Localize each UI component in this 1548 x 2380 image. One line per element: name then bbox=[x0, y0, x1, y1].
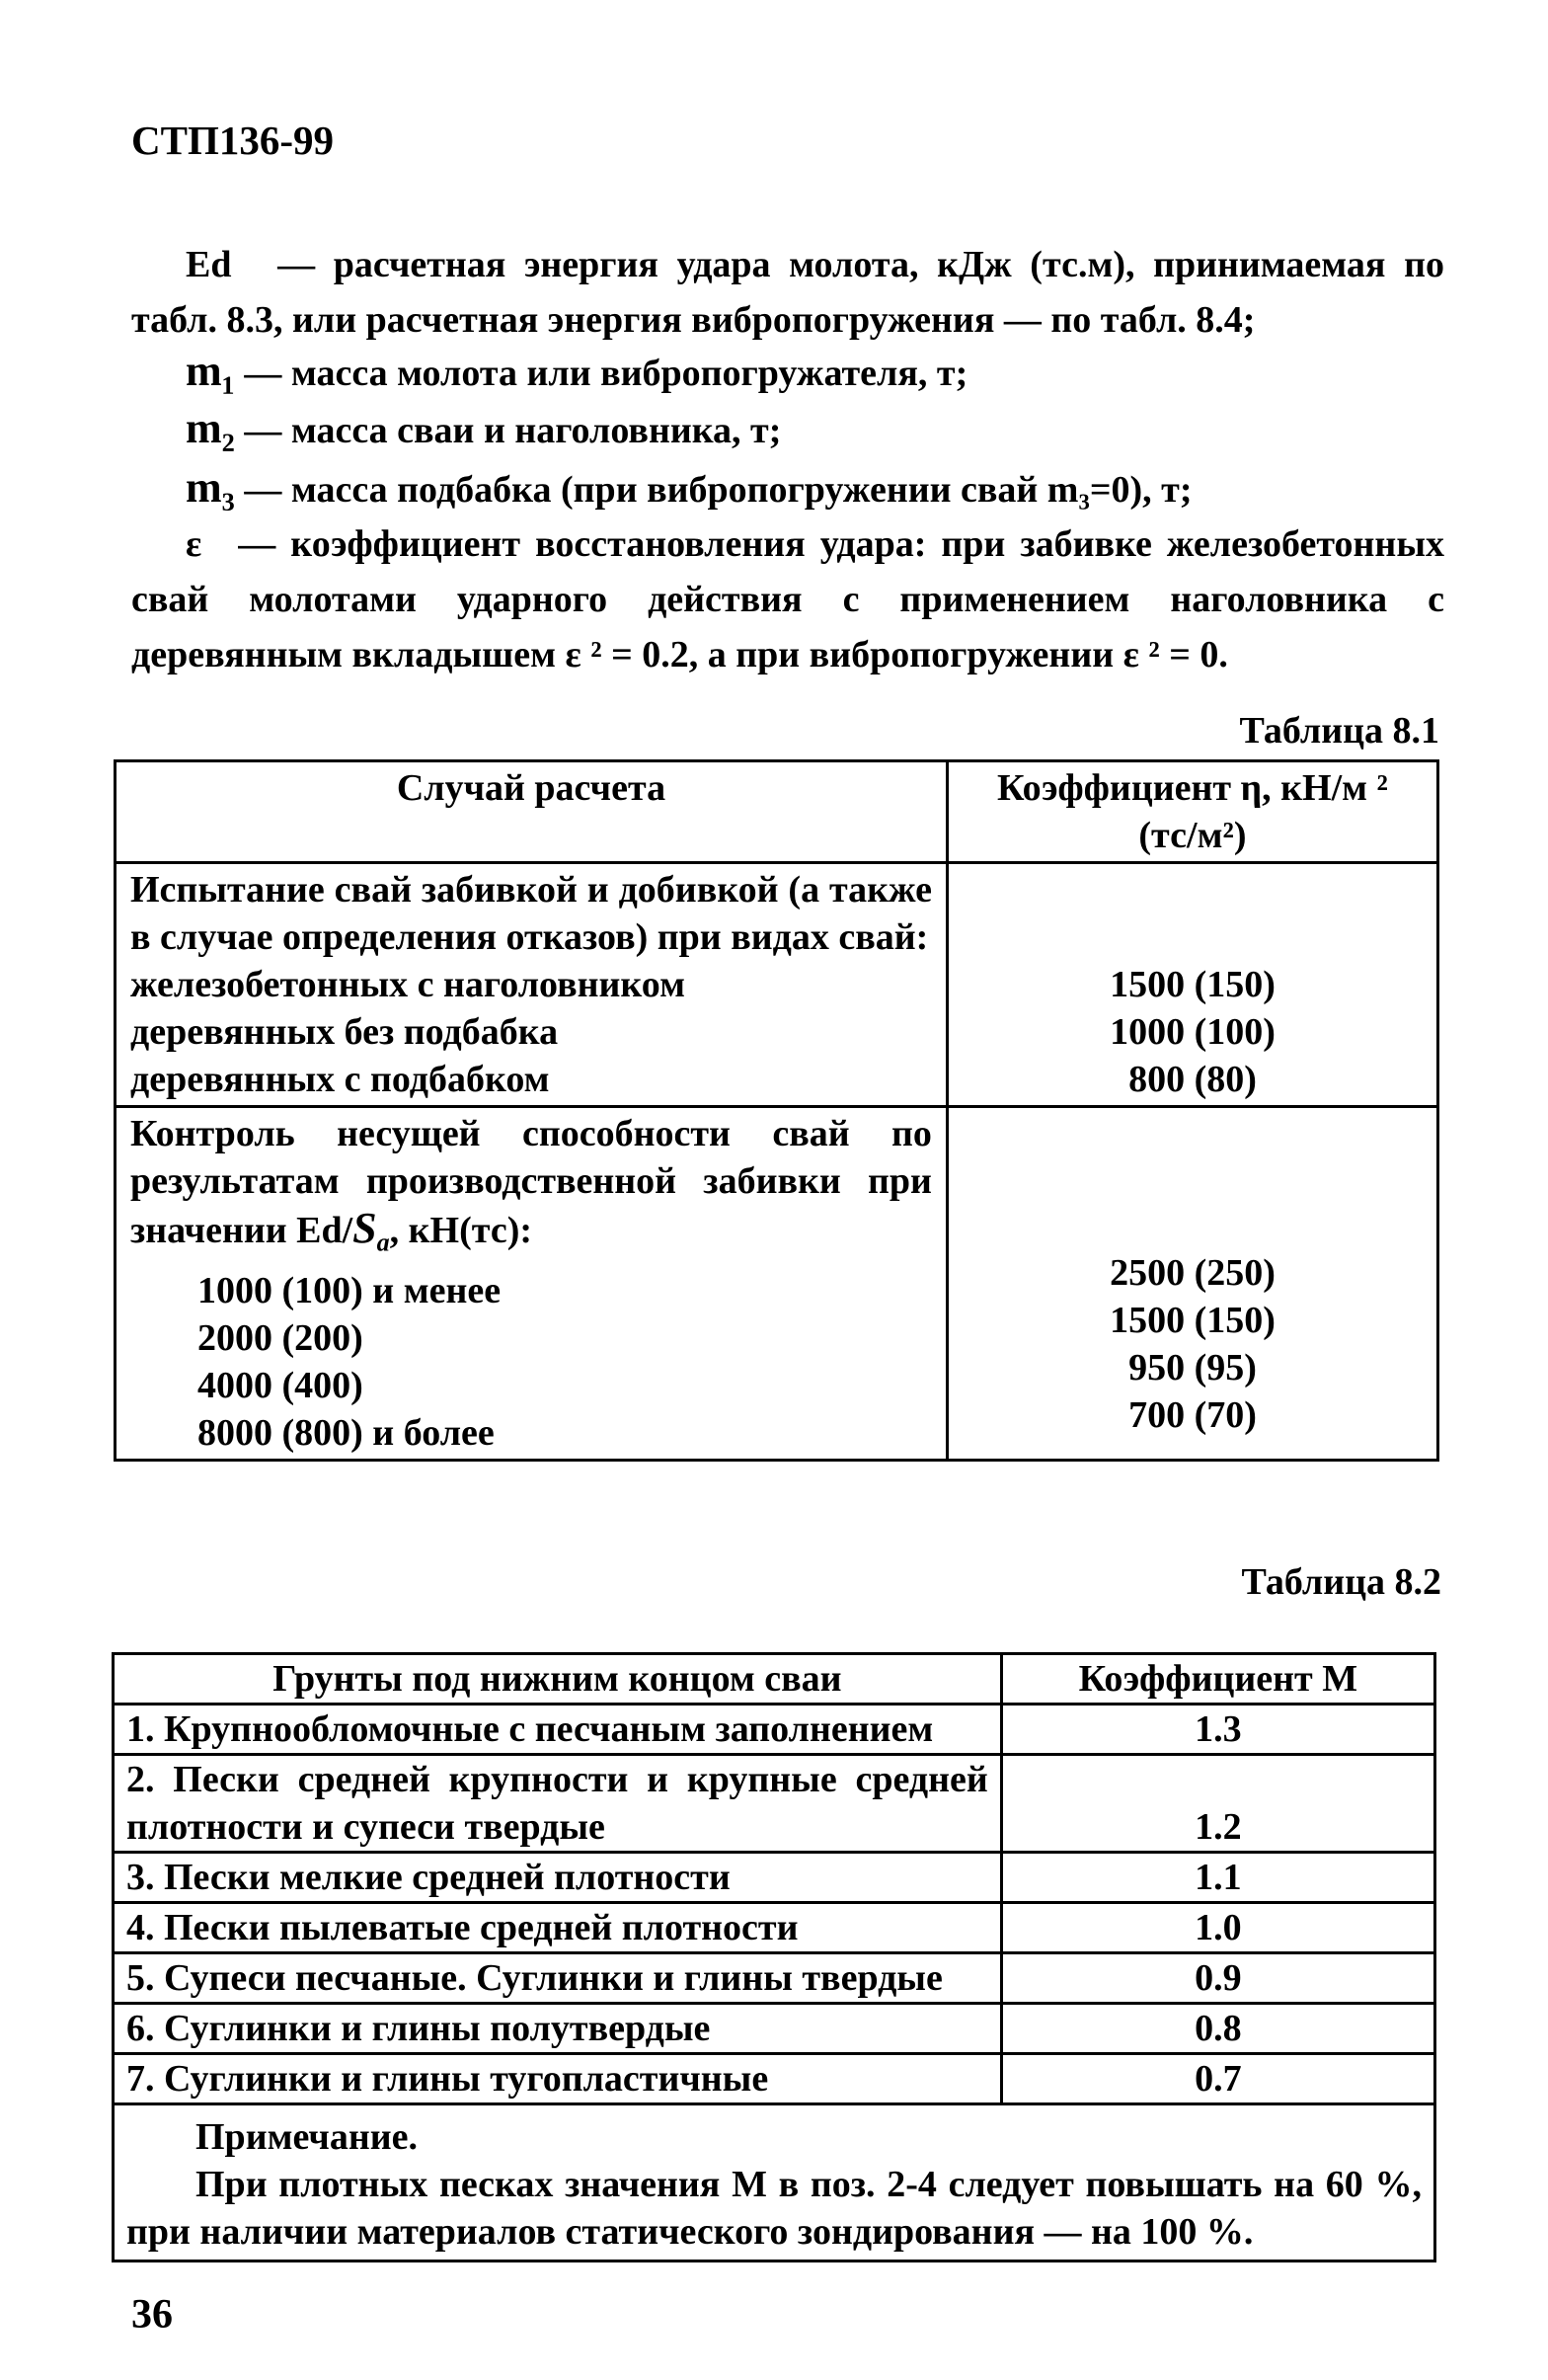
row-label: 2000 (200) bbox=[197, 1316, 363, 1359]
table-caption-8-2: Таблица 8.2 bbox=[1241, 1561, 1441, 1603]
row-value: 700 (70) bbox=[1128, 1393, 1257, 1436]
row-value: 1500 (150) bbox=[1110, 964, 1276, 1005]
row-label: 1. Крупнообломочные с песчаным заполнением bbox=[114, 1705, 1002, 1755]
table-row bbox=[114, 2054, 1435, 2104]
row-value: 1.2 bbox=[1001, 1755, 1434, 1853]
row-value: 1000 (100) bbox=[1110, 1011, 1276, 1053]
row-value: 950 (95) bbox=[1128, 1346, 1257, 1388]
row-label: 4000 (400) bbox=[197, 1364, 363, 1406]
definition-text: — коэффициент восстановления удара: при забивке железобетонных свай молотами ударного действия с применением наголовника с деревянным вкладышем ε ² = 0.2, а при вибропогружении ε ² = 0. bbox=[131, 523, 1444, 675]
table-row bbox=[116, 1107, 1438, 1461]
row-label: железобетонных с наголовником bbox=[130, 964, 685, 1005]
row-value: 1.3 bbox=[1001, 1705, 1434, 1755]
formula-symbol: S bbox=[352, 1204, 377, 1252]
table-header-row bbox=[116, 761, 1438, 863]
definition-text: — масса сваи и наголовника, т; bbox=[244, 410, 782, 451]
table-caption-8-1: Таблица 8.1 bbox=[1239, 710, 1439, 752]
formula-subscript: a bbox=[376, 1228, 390, 1257]
definition-symbol: m₃ bbox=[186, 463, 235, 512]
row-value: 1.0 bbox=[1001, 1903, 1434, 1953]
table-cell bbox=[947, 1107, 1437, 1461]
definition-symbol: m₂ bbox=[186, 404, 235, 452]
row-value: 0.9 bbox=[1001, 1953, 1434, 2004]
row-label: 6. Суглинки и глины полутвердые bbox=[114, 2004, 1002, 2054]
row-value: 1.1 bbox=[1001, 1853, 1434, 1903]
page-number: 36 bbox=[131, 2292, 173, 2338]
table-note bbox=[114, 2104, 1435, 2261]
definition-symbol: Ed bbox=[186, 244, 232, 285]
row-label: 1000 (100) и менее bbox=[197, 1269, 502, 1311]
table-header-cell bbox=[947, 761, 1437, 863]
table-8-2 bbox=[112, 1652, 1436, 2262]
table-cell bbox=[116, 863, 948, 1107]
table-header-cell: Случай расчета bbox=[116, 761, 948, 863]
definition-ed bbox=[131, 237, 1444, 348]
table-row bbox=[114, 1953, 1435, 2004]
definition-m3 bbox=[131, 460, 1444, 517]
definition-text: — расчетная энергия удара молота, кДж (тс.м), принимаемая по табл. 8.3, или расчетная энергия вибропогружения — по табл. 8.4; bbox=[131, 244, 1444, 341]
row-value: 2500 (250) bbox=[1110, 1251, 1276, 1294]
table-header-row bbox=[114, 1654, 1435, 1705]
definition-text: — масса молота или вибропогружателя, т; bbox=[244, 353, 968, 394]
row-label: 7. Суглинки и глины тугопластичные bbox=[114, 2054, 1002, 2104]
definition-symbol: m₁ bbox=[186, 347, 235, 395]
definition-epsilon bbox=[131, 516, 1444, 682]
row-value: 800 (80) bbox=[1128, 1059, 1257, 1100]
note-text: При плотных песках значения М в поз. 2-4 следует повышать на 60 %, при наличии материалов статического зондирования — на 100 %. bbox=[126, 2164, 1422, 2253]
table-cell bbox=[116, 1107, 948, 1461]
row-value: 1500 (150) bbox=[1110, 1299, 1276, 1341]
group-intro-text: Контроль несущей способности свай по результатам производственной забивки при значении Ed/ bbox=[130, 1113, 932, 1251]
row-label: деревянных с подбабком bbox=[130, 1059, 550, 1100]
row-label: 2. Пески средней крупности и крупные средней плотности и супеси твердые bbox=[114, 1755, 1002, 1853]
row-label: 4. Пески пылеватые средней плотности bbox=[114, 1903, 1002, 1953]
row-value: 0.7 bbox=[1001, 2054, 1434, 2104]
table-8-1 bbox=[114, 759, 1439, 1462]
table-row bbox=[114, 1903, 1435, 1953]
group-intro-tail: , кН(тс): bbox=[389, 1210, 533, 1251]
table-row bbox=[114, 1755, 1435, 1853]
definition-m2 bbox=[131, 401, 1444, 458]
group-intro: Испытание свай забивкой и добивкой (а также в случае определения отказов) при видах свай: bbox=[130, 869, 932, 958]
document-code: СТП136-99 bbox=[131, 118, 334, 163]
table-row bbox=[114, 1853, 1435, 1903]
row-label: 3. Пески мелкие средней плотности bbox=[114, 1853, 1002, 1903]
group-intro bbox=[130, 1110, 932, 1267]
table-row bbox=[116, 863, 1438, 1107]
table-header-line: Коэффициент η, кН/м ² bbox=[997, 767, 1388, 809]
definition-symbol: ε bbox=[186, 523, 202, 565]
row-label: деревянных без подбабка bbox=[130, 1011, 559, 1053]
table-row bbox=[114, 2004, 1435, 2054]
definition-text: — масса подбабка (при вибропогружении свай m₃=0), т; bbox=[244, 469, 1193, 511]
table-header-line: (тс/м²) bbox=[1138, 815, 1247, 856]
definition-m1 bbox=[131, 344, 1444, 401]
table-row bbox=[114, 1705, 1435, 1755]
table-header-cell: Грунты под нижним концом сваи bbox=[114, 1654, 1002, 1705]
row-label: 5. Супеси песчаные. Суглинки и глины твердые bbox=[114, 1953, 1002, 2004]
table-cell bbox=[947, 863, 1437, 1107]
table-header-cell: Коэффициент М bbox=[1001, 1654, 1434, 1705]
table-note-row bbox=[114, 2104, 1435, 2261]
note-title: Примечание. bbox=[195, 2116, 418, 2158]
row-label: 8000 (800) и более bbox=[197, 1411, 495, 1454]
row-value: 0.8 bbox=[1001, 2004, 1434, 2054]
